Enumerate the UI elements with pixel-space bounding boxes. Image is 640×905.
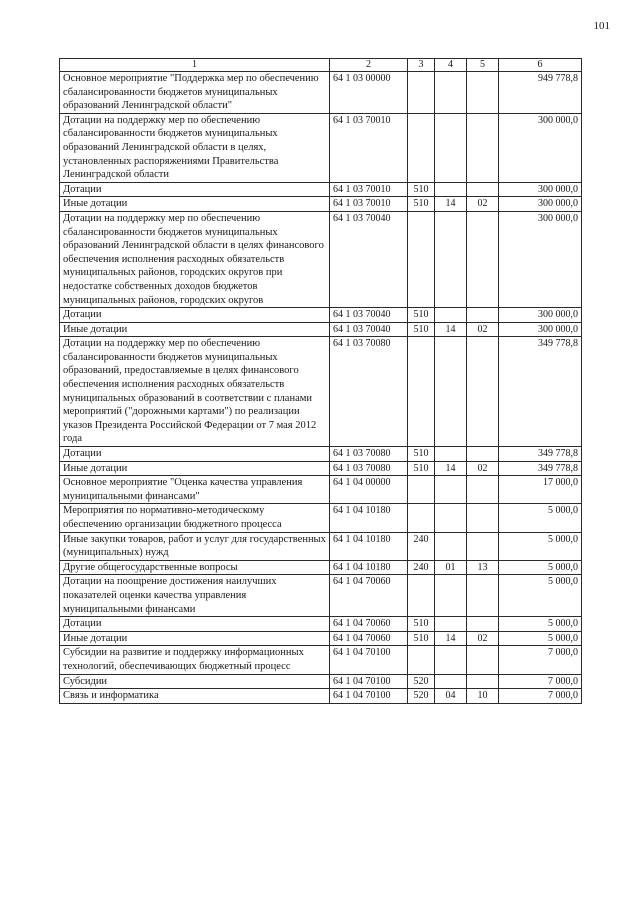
row-rz bbox=[435, 476, 467, 504]
row-name: Дотации на поощрение достижения наилучших показателей оценки качества управления муниципальными финансами bbox=[60, 575, 330, 617]
table-row bbox=[60, 322, 582, 337]
row-sum: 5 000,0 bbox=[499, 504, 582, 532]
row-code: 64 1 03 70040 bbox=[330, 308, 408, 323]
row-pr bbox=[467, 72, 499, 114]
row-pr bbox=[467, 646, 499, 674]
row-rz bbox=[435, 447, 467, 462]
row-pr bbox=[467, 113, 499, 182]
row-rz: 14 bbox=[435, 461, 467, 476]
row-rz bbox=[435, 646, 467, 674]
row-vr: 510 bbox=[408, 631, 435, 646]
row-name: Иные дотации bbox=[60, 631, 330, 646]
row-name: Дотации bbox=[60, 617, 330, 632]
row-sum: 300 000,0 bbox=[499, 211, 582, 307]
row-sum: 300 000,0 bbox=[499, 182, 582, 197]
row-vr: 510 bbox=[408, 308, 435, 323]
table-row bbox=[60, 72, 582, 114]
row-vr bbox=[408, 646, 435, 674]
row-name: Дотации bbox=[60, 447, 330, 462]
row-pr bbox=[467, 447, 499, 462]
row-rz bbox=[435, 72, 467, 114]
row-vr: 510 bbox=[408, 322, 435, 337]
row-code: 64 1 03 70080 bbox=[330, 461, 408, 476]
row-name: Субсидии bbox=[60, 674, 330, 689]
row-name: Связь и информатика bbox=[60, 689, 330, 704]
row-code: 64 1 03 70080 bbox=[330, 447, 408, 462]
row-pr bbox=[467, 617, 499, 632]
row-code: 64 1 03 70040 bbox=[330, 322, 408, 337]
row-pr bbox=[467, 308, 499, 323]
row-name: Дотации на поддержку мер по обеспечению сбалансированности бюджетов муниципальных образований Ленинградской области в целях финансового обеспечения исполнения расходных обязательств муниципальных районов, городских округов при недостатке собственных доходов бюджетов муниципальных районов, городских округов bbox=[60, 211, 330, 307]
table-row bbox=[60, 631, 582, 646]
row-vr bbox=[408, 113, 435, 182]
row-code: 64 1 03 70080 bbox=[330, 337, 408, 447]
row-name: Дотации на поддержку мер по обеспечению сбалансированности бюджетов муниципальных образований Ленинградской области в целях, установленных распоряжениями Правительства Ленинградской области bbox=[60, 113, 330, 182]
row-rz bbox=[435, 182, 467, 197]
table-row bbox=[60, 689, 582, 704]
row-pr: 02 bbox=[467, 197, 499, 212]
table-header-row bbox=[60, 59, 582, 72]
table-row bbox=[60, 560, 582, 575]
row-rz: 14 bbox=[435, 322, 467, 337]
row-vr: 510 bbox=[408, 461, 435, 476]
row-vr: 520 bbox=[408, 689, 435, 704]
row-vr bbox=[408, 575, 435, 617]
row-name: Иные дотации bbox=[60, 197, 330, 212]
table-row bbox=[60, 532, 582, 560]
row-pr: 13 bbox=[467, 560, 499, 575]
row-vr bbox=[408, 504, 435, 532]
table-row bbox=[60, 476, 582, 504]
row-rz bbox=[435, 211, 467, 307]
row-code: 64 1 03 70010 bbox=[330, 113, 408, 182]
row-sum: 5 000,0 bbox=[499, 631, 582, 646]
table-row bbox=[60, 113, 582, 182]
row-code: 64 1 03 00000 bbox=[330, 72, 408, 114]
row-pr: 02 bbox=[467, 631, 499, 646]
row-code: 64 1 04 10180 bbox=[330, 532, 408, 560]
row-code: 64 1 04 70060 bbox=[330, 617, 408, 632]
row-code: 64 1 04 70060 bbox=[330, 631, 408, 646]
row-name: Мероприятия по нормативно-методическому обеспечению организации бюджетного процесса bbox=[60, 504, 330, 532]
row-name: Основное мероприятие "Оценка качества управления муниципальными финансами" bbox=[60, 476, 330, 504]
row-code: 64 1 04 00000 bbox=[330, 476, 408, 504]
row-sum: 5 000,0 bbox=[499, 617, 582, 632]
row-code: 64 1 03 70040 bbox=[330, 211, 408, 307]
row-pr bbox=[467, 476, 499, 504]
table-row bbox=[60, 447, 582, 462]
table-row bbox=[60, 646, 582, 674]
row-sum: 300 000,0 bbox=[499, 197, 582, 212]
table-row bbox=[60, 575, 582, 617]
row-name: Иные дотации bbox=[60, 461, 330, 476]
row-name: Субсидии на развитие и поддержку информационных технологий, обеспечивающих бюджетный процесс bbox=[60, 646, 330, 674]
header-cell: 4 bbox=[435, 59, 467, 72]
row-vr bbox=[408, 211, 435, 307]
table-row bbox=[60, 674, 582, 689]
row-pr: 02 bbox=[467, 461, 499, 476]
row-pr bbox=[467, 674, 499, 689]
row-code: 64 1 03 70010 bbox=[330, 197, 408, 212]
table-row bbox=[60, 308, 582, 323]
header-cell: 2 bbox=[330, 59, 408, 72]
row-sum: 300 000,0 bbox=[499, 322, 582, 337]
row-pr bbox=[467, 182, 499, 197]
row-sum: 7 000,0 bbox=[499, 689, 582, 704]
row-rz bbox=[435, 308, 467, 323]
row-pr: 02 bbox=[467, 322, 499, 337]
row-rz bbox=[435, 674, 467, 689]
row-sum: 300 000,0 bbox=[499, 308, 582, 323]
row-rz bbox=[435, 617, 467, 632]
row-sum: 7 000,0 bbox=[499, 674, 582, 689]
row-sum: 349 778,8 bbox=[499, 447, 582, 462]
row-vr bbox=[408, 337, 435, 447]
row-name: Иные дотации bbox=[60, 322, 330, 337]
row-pr bbox=[467, 532, 499, 560]
row-pr bbox=[467, 575, 499, 617]
row-pr bbox=[467, 337, 499, 447]
table-row bbox=[60, 504, 582, 532]
row-rz: 14 bbox=[435, 197, 467, 212]
row-pr bbox=[467, 504, 499, 532]
header-cell: 3 bbox=[408, 59, 435, 72]
table-row bbox=[60, 182, 582, 197]
row-code: 64 1 04 70060 bbox=[330, 575, 408, 617]
page-number: 101 bbox=[593, 20, 610, 32]
row-name: Основное мероприятие "Поддержка мер по обеспечению сбалансированности бюджетов муниципальных образований Ленинградской области" bbox=[60, 72, 330, 114]
row-sum: 349 778,8 bbox=[499, 337, 582, 447]
row-sum: 949 778,8 bbox=[499, 72, 582, 114]
row-name: Дотации bbox=[60, 182, 330, 197]
row-code: 64 1 03 70010 bbox=[330, 182, 408, 197]
row-rz: 14 bbox=[435, 631, 467, 646]
row-sum: 300 000,0 bbox=[499, 113, 582, 182]
row-pr: 10 bbox=[467, 689, 499, 704]
table-row bbox=[60, 461, 582, 476]
row-vr: 510 bbox=[408, 447, 435, 462]
row-vr bbox=[408, 72, 435, 114]
row-code: 64 1 04 70100 bbox=[330, 689, 408, 704]
header-cell: 5 bbox=[467, 59, 499, 72]
header-cell: 6 bbox=[499, 59, 582, 72]
table-row bbox=[60, 197, 582, 212]
row-code: 64 1 04 70100 bbox=[330, 674, 408, 689]
row-sum: 5 000,0 bbox=[499, 560, 582, 575]
row-vr: 510 bbox=[408, 617, 435, 632]
row-sum: 5 000,0 bbox=[499, 575, 582, 617]
row-rz bbox=[435, 532, 467, 560]
row-rz: 04 bbox=[435, 689, 467, 704]
header-cell: 1 bbox=[60, 59, 330, 72]
row-sum: 17 000,0 bbox=[499, 476, 582, 504]
table-row bbox=[60, 211, 582, 307]
row-name: Дотации на поддержку мер по обеспечению сбалансированности бюджетов муниципальных образований, предоставляемые в целях финансового обеспечения исполнения расходных обязательств муниципальных образований в соответствии с планами мероприятий ("дорожными картами") по реализации указов Президента Российской Федерации от 7 мая 2012 года bbox=[60, 337, 330, 447]
row-code: 64 1 04 10180 bbox=[330, 560, 408, 575]
row-rz bbox=[435, 337, 467, 447]
row-vr: 240 bbox=[408, 560, 435, 575]
row-code: 64 1 04 70100 bbox=[330, 646, 408, 674]
row-rz: 01 bbox=[435, 560, 467, 575]
row-rz bbox=[435, 575, 467, 617]
row-vr bbox=[408, 476, 435, 504]
table-row bbox=[60, 337, 582, 447]
row-name: Другие общегосударственные вопросы bbox=[60, 560, 330, 575]
row-sum: 7 000,0 bbox=[499, 646, 582, 674]
row-name: Дотации bbox=[60, 308, 330, 323]
table-row bbox=[60, 617, 582, 632]
row-pr bbox=[467, 211, 499, 307]
row-rz bbox=[435, 113, 467, 182]
row-vr: 520 bbox=[408, 674, 435, 689]
budget-table bbox=[59, 58, 582, 704]
row-vr: 510 bbox=[408, 182, 435, 197]
row-sum: 349 778,8 bbox=[499, 461, 582, 476]
row-sum: 5 000,0 bbox=[499, 532, 582, 560]
row-vr: 510 bbox=[408, 197, 435, 212]
row-rz bbox=[435, 504, 467, 532]
row-vr: 240 bbox=[408, 532, 435, 560]
row-code: 64 1 04 10180 bbox=[330, 504, 408, 532]
row-name: Иные закупки товаров, работ и услуг для государственных (муниципальных) нужд bbox=[60, 532, 330, 560]
